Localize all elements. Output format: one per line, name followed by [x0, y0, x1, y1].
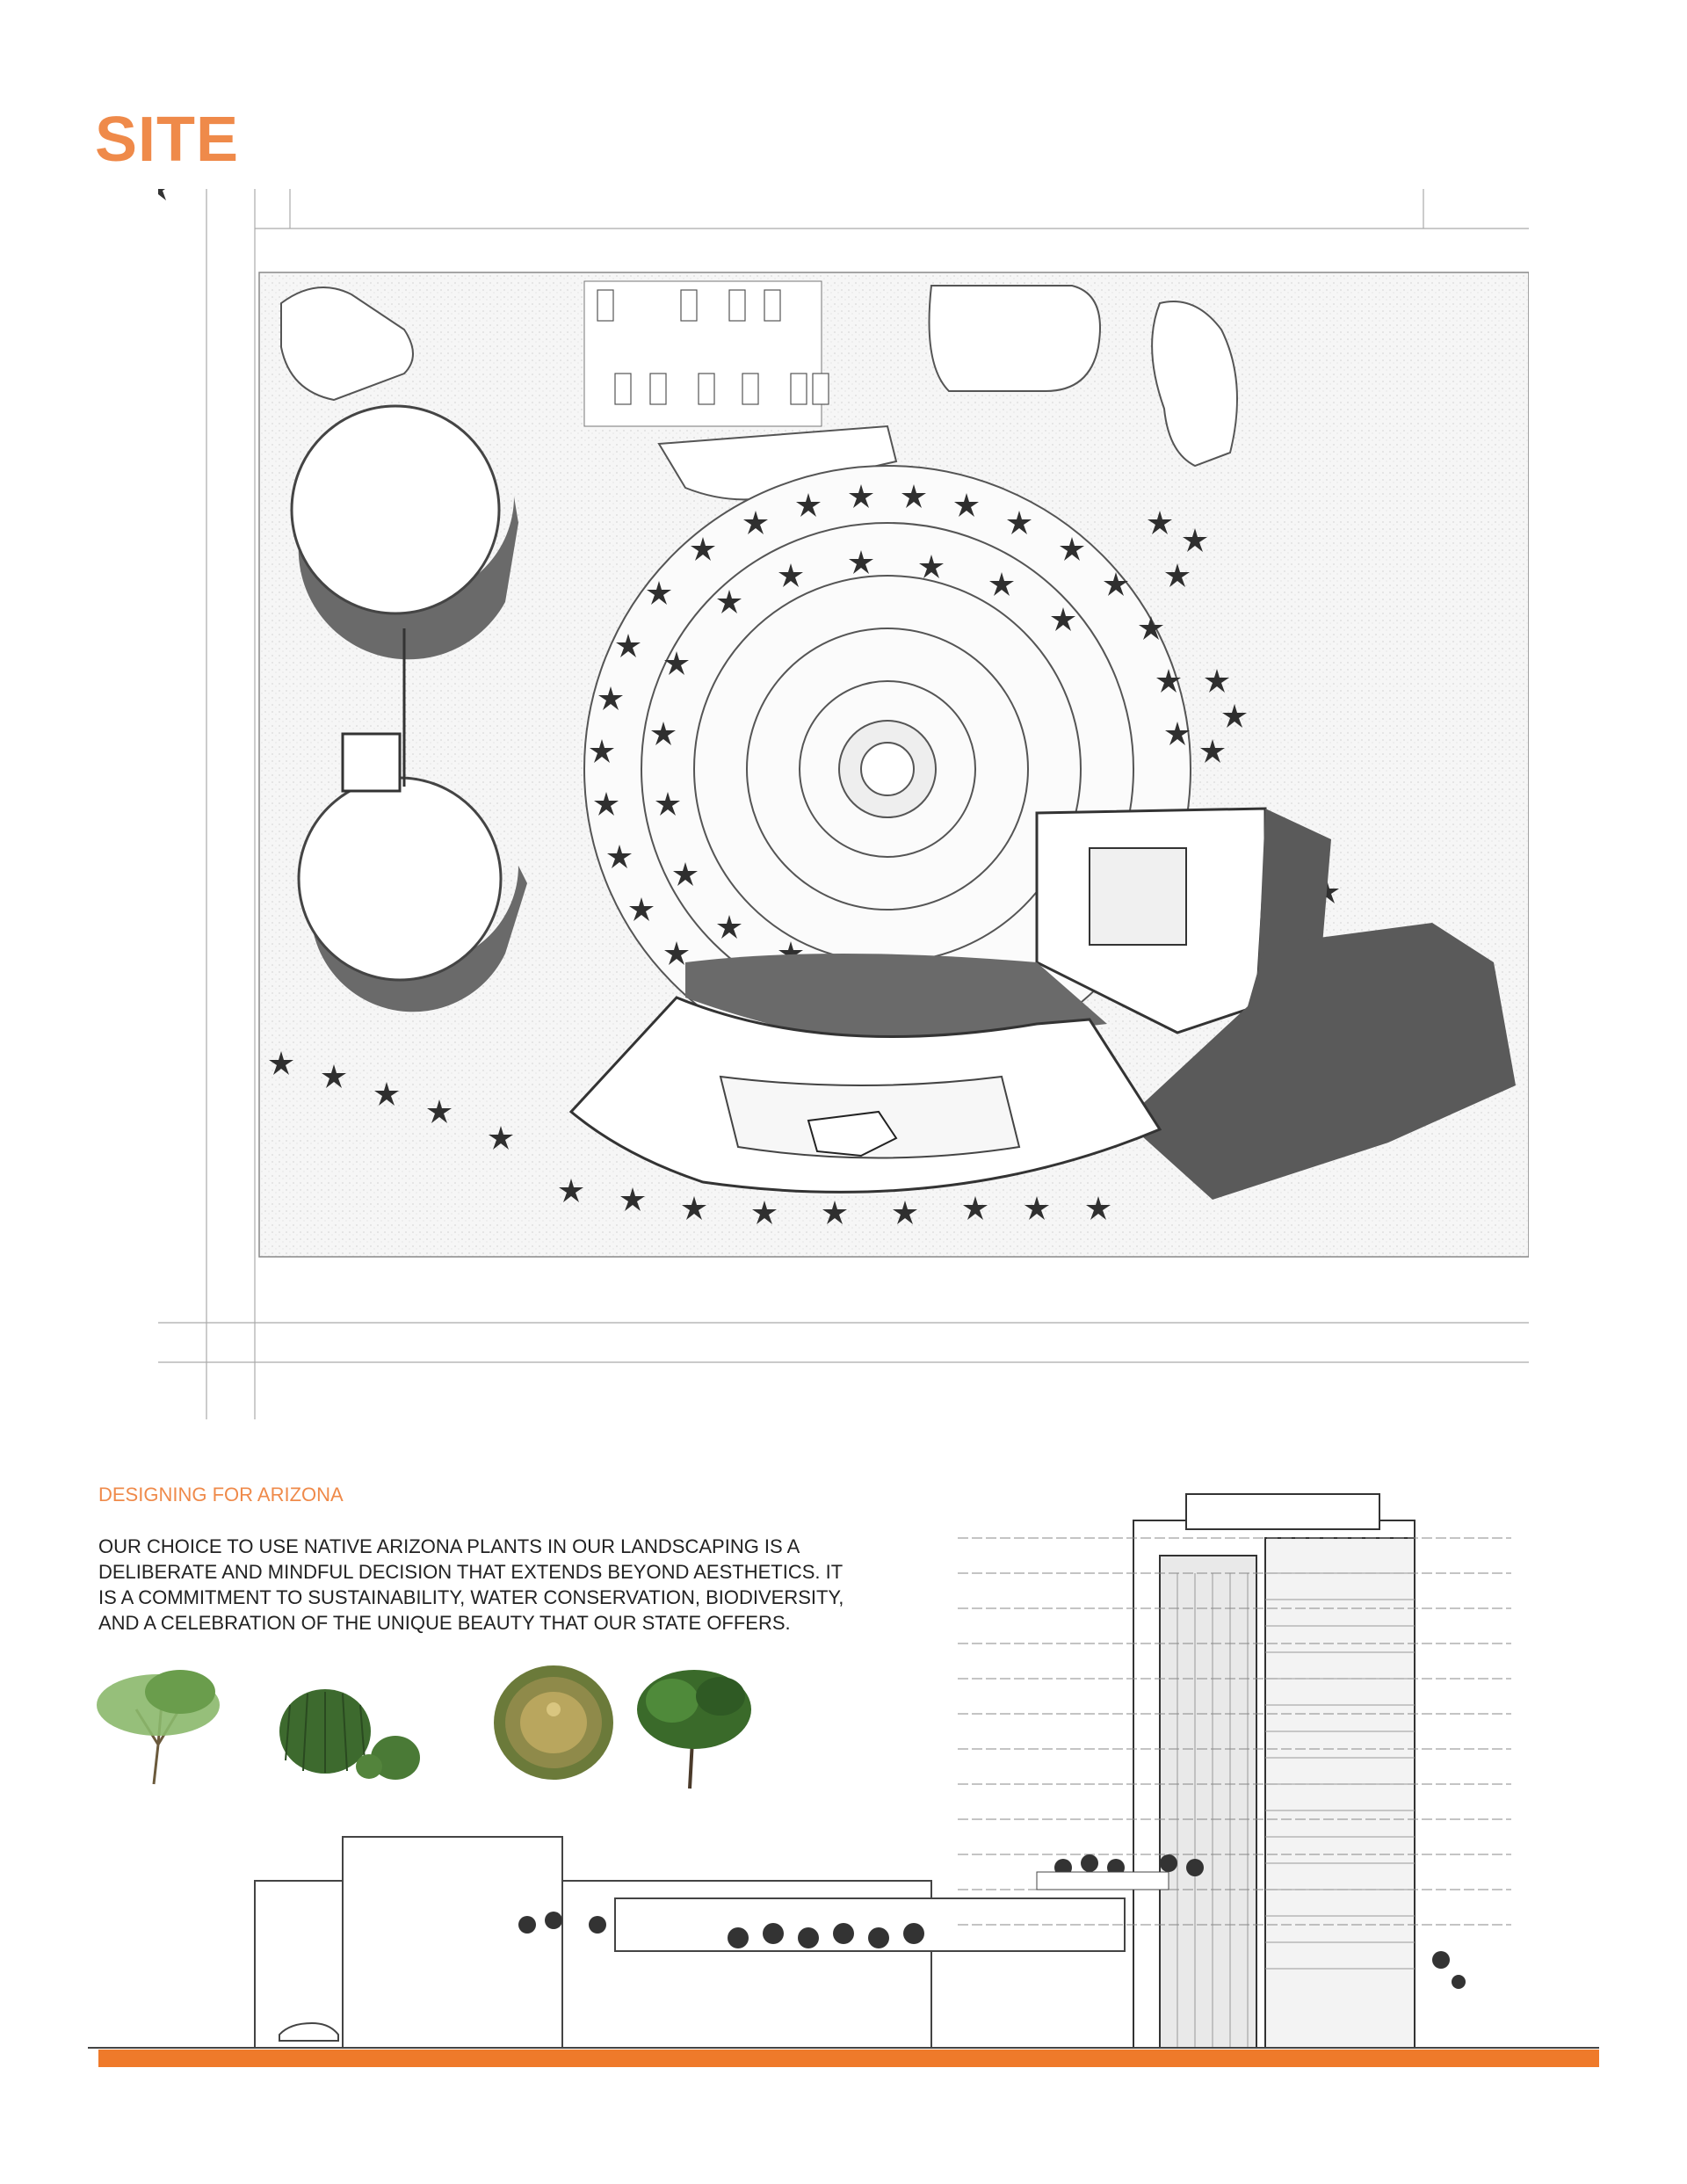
- golden-barrel-cactus-icon: [494, 1665, 613, 1780]
- shrub-icon: [97, 1670, 220, 1784]
- barrel-cactus-pair-icon: [279, 1689, 420, 1780]
- section-heading: DESIGNING FOR ARIZONA: [98, 1484, 344, 1506]
- site-plan-drawing: [158, 189, 1529, 1419]
- native-plants-row: [92, 1657, 848, 1797]
- description-paragraph: OUR CHOICE TO USE NATIVE ARIZONA PLANTS IN OUR LANDSCAPING IS A DELIBERATE AND MINDFUL DECISION THAT EXTENDS BEYOND AESTHETICS. IT IS A COMMITMENT TO SUSTAINABILITY, WATER CONSERVATION, BIODIVERSITY, AND A CELEBRATION OF THE UNIQUE BEAUTY THAT OUR STATE OFFERS.: [98, 1535, 844, 1634]
- page-title: SITE: [95, 105, 240, 175]
- desert-tree-icon: [637, 1670, 751, 1789]
